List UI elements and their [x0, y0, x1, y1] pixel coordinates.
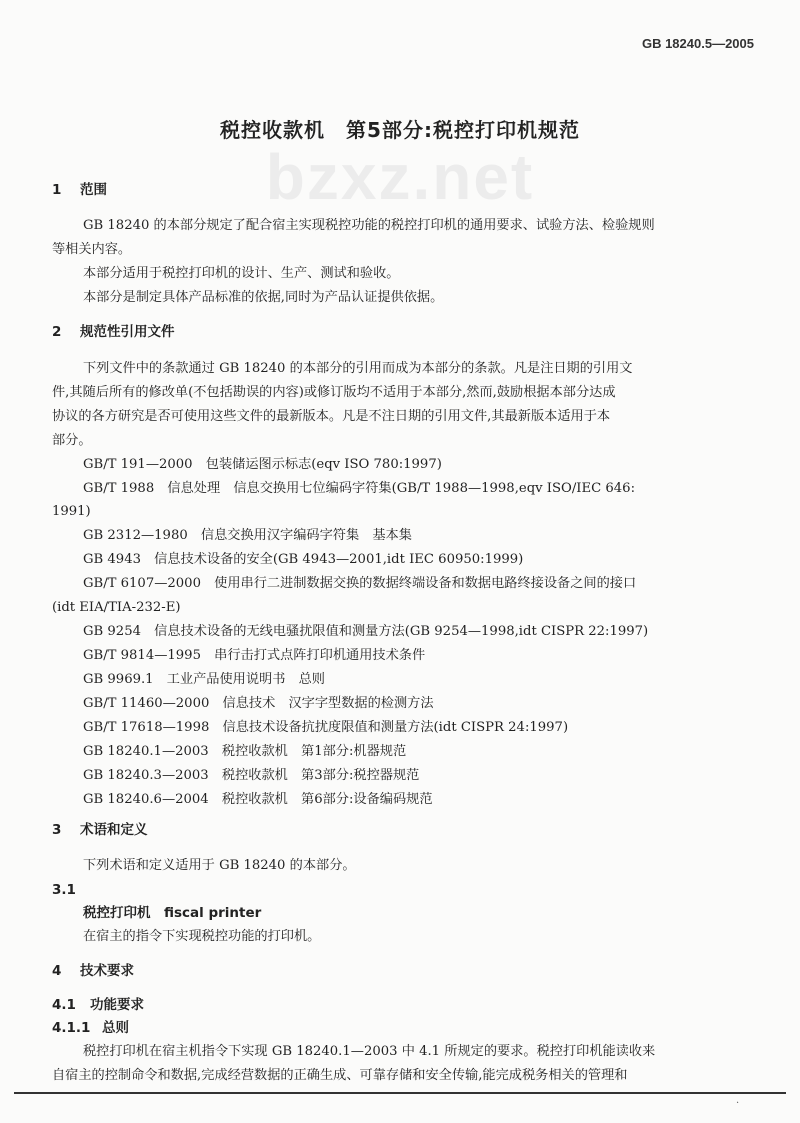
reference-item-cont: 1991) [52, 504, 91, 519]
subsection-number: 4.1 [52, 997, 76, 1013]
reference-item: GB/T 191—2000 包装储运图示标志(eqv ISO 780:1997) [83, 457, 442, 472]
term-entry: 税控打印机 fiscal printer [83, 905, 262, 921]
paragraph-line: 本部分是制定具体产品标准的依据,同时为产品认证提供依据。 [83, 290, 444, 305]
page-title: 税控收款机 第5部分:税控打印机规范 [220, 118, 580, 142]
paragraph-line: 等相关内容。 [52, 242, 132, 257]
reference-item: GB 9254 信息技术设备的无线电骚扰限值和测量方法(GB 9254—1998,idt CISPR 22:1997) [83, 624, 649, 639]
reference-item: GB/T 9814—1995 串行击打式点阵打印机通用技术条件 [83, 648, 426, 663]
paragraph-line: 税控打印机在宿主机指令下实现 GB 18240.1—2003 中 4.1 所规定的要求。税控打印机能读收来 [83, 1044, 656, 1059]
paragraph-line: 部分。 [52, 433, 92, 448]
subsection-number: 4.1.1 [52, 1020, 91, 1036]
reference-item: GB 18240.3—2003 税控收款机 第3部分:税控器规范 [83, 768, 420, 783]
reference-item: GB 2312—1980 信息交换用汉字编码字符集 基本集 [83, 528, 412, 543]
watermark: bzxz.net [265, 141, 535, 213]
standard-code: GB 18240.5—2005 [641, 36, 754, 51]
section-number: 4 [52, 963, 62, 979]
section-title: 技术要求 [80, 963, 134, 979]
reference-item: GB 4943 信息技术设备的安全(GB 4943—2001,idt IEC 60950:1999) [83, 552, 524, 567]
reference-item: GB/T 17618—1998 信息技术设备抗扰度限值和测量方法(idt CISPR 24:1997) [83, 720, 569, 735]
reference-item: GB/T 6107—2000 使用串行二进制数据交换的数据终端设备和数据电路终接设备之间的接口 [83, 576, 637, 591]
subsection-title: 功能要求 [90, 997, 144, 1013]
paragraph-line: GB 18240 的本部分规定了配合宿主实现税控功能的税控打印机的通用要求、试验方法、检验规则 [83, 218, 655, 233]
reference-item: GB/T 1988 信息处理 信息交换用七位编码字符集(GB/T 1988—1998,eqv ISO/IEC 646: [83, 481, 636, 496]
bottom-rule [14, 1092, 786, 1094]
paragraph-line: 协议的各方研究是否可使用这些文件的最新版本。凡是不注日期的引用文件,其最新版本适用于本 [52, 409, 611, 424]
reference-item: GB 18240.1—2003 税控收款机 第1部分:机器规范 [83, 744, 407, 759]
section-number: 3 [52, 822, 62, 838]
section-number: 1 [52, 182, 62, 198]
subsection-title: 总则 [102, 1020, 129, 1036]
reference-item: GB 9969.1 工业产品使用说明书 总则 [83, 672, 325, 687]
reference-item-cont: (idt EIA/TIA-232-E) [52, 600, 181, 615]
section-number: 2 [52, 324, 62, 340]
reference-item: GB 18240.6—2004 税控收款机 第6部分:设备编码规范 [83, 792, 433, 807]
paragraph-line: 件,其随后所有的修改单(不包括勘误的内容)或修订版均不适用于本部分,然而,鼓励根据本部分达成 [52, 385, 616, 400]
reference-item: GB/T 11460—2000 信息技术 汉字字型数据的检测方法 [83, 696, 434, 711]
paragraph-line: 下列文件中的条款通过 GB 18240 的本部分的引用而成为本部分的条款。凡是注日期的引用文 [83, 361, 633, 376]
subsection-number: 3.1 [52, 882, 76, 898]
paragraph-line: 自宿主的控制命令和数据,完成经营数据的正确生成、可靠存储和安全传输,能完成税务相关的管理和 [52, 1068, 628, 1083]
paragraph-line: 本部分适用于税控打印机的设计、生产、测试和验收。 [83, 266, 400, 281]
section-title: 术语和定义 [80, 822, 148, 838]
term-definition: 在宿主的指令下实现税控功能的打印机。 [83, 929, 321, 944]
footer-mark: · [736, 1098, 740, 1109]
section-title: 范围 [80, 182, 107, 198]
section-title: 规范性引用文件 [80, 324, 175, 340]
paragraph-line: 下列术语和定义适用于 GB 18240 的本部分。 [83, 858, 356, 873]
